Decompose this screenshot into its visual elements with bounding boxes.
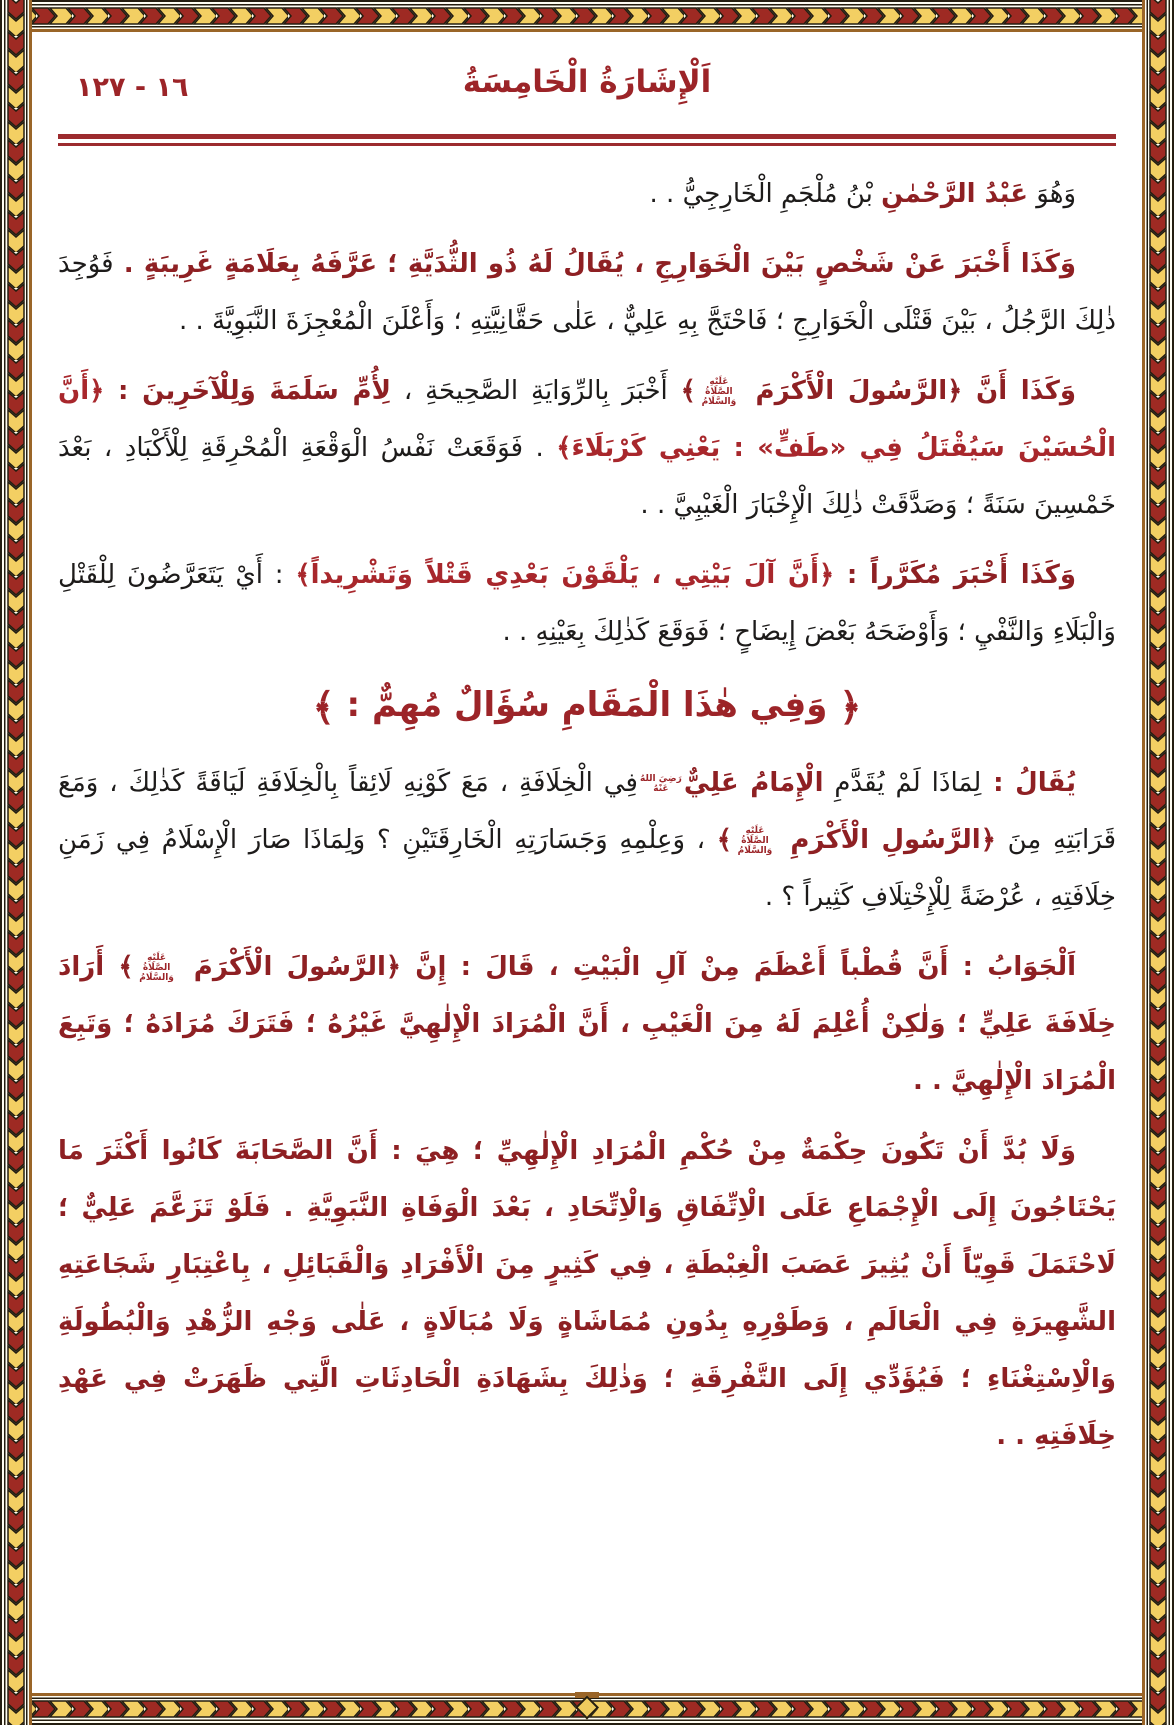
paragraph-ahl-bayt [58,547,1116,661]
ornate-bracket-icon: ﴿ [839,685,862,729]
border-pattern-top [0,0,1174,32]
text-run: ، وَعِلْمِهِ وَجَسَارَتِهِ الْخَارِقَتَيْنِ ؟ وَلِمَاذَا صَارَ الْإِسْلَامُ فِي زَمَنِ خِلَافَتِهِ ، عُرْضَةً لِلْإِخْتِلَافِ كَثِيراً ؟ . [58,825,1116,912]
text-run: فَوُجِدَ ذٰلِكَ الرَّجُلُ ، بَيْنَ قَتْلَى الْخَوَارِجِ ؛ فَاحْتَجَّ بِهِ عَلِيٌّ ، عَلٰى حَقَّانِيَّتِهِ ؛ وَأَعْلَنَ الْمُعْجِزَةَ النَّبَوِيَّةَ . . [58,249,1116,336]
pbuh-emblem: عَلَيْهِ الصَّلَاةُ وَالسَّلَامُ [139,952,174,983]
text-run: ﴿أَنَّ الْحُسَيْنَ سَيُقْتَلُ فِي «طَفٍّ» : يَعْنِي كَرْبَلَاءَ﴾ [58,376,1117,463]
text-run: وَفِي هٰذَا الْمَقَامِ سُؤَالٌ مُهِمٌّ : [334,685,840,725]
border-pattern-left [0,0,32,1725]
text-run: . فَوَقَعَتْ نَفْسُ الْوَقْعَةِ الْمُحْرِقَةِ لِلْأَكْبَادِ ، بَعْدَ خَمْسِينَ سَنَةً ؛ وَصَدَّقَتْ ذٰلِكَ الْإِخْبَارَ الْغَيْبِيَّ . . [58,433,1116,520]
text-run: : أَيْ يَتَعَرَّضُونَ لِلْقَتْلِ وَالْبَلَاءِ وَالنَّفْيِ ؛ وَأَوْضَحَهُ بَعْضَ إِيضَاحٍ ؛ فَوَقَعَ كَذٰلِكَ بِعَيْنِهِ . . [58,560,1116,647]
text-run: وَكَذَا أَخْبَرَ مُكَرَّراً : [834,560,1076,590]
document-body [58,166,1116,1465]
text-run: وَكَذَا أَنَّ ﴿الرَّسُولَ الْأَكْرَمَ [741,376,1077,406]
pbuh-emblem: عَلَيْهِ الصَّلَاةُ وَالسَّلَامُ [701,376,737,407]
page-title: اَلْإِشَارَةُ الْخَامِسَةُ [462,64,712,100]
text-run: اَلْجَوَابُ : أَنَّ قُطْباً أَعْظَمَ مِنْ آلِ الْبَيْتِ ، قَالَ : إِنَّ ﴿الرَّسُولَ الْأَكْرَمَ [179,952,1076,982]
page-number: ١٦ - ١٢٧ [76,72,189,103]
text-run: فِي الْخِلَافَةِ ، مَعَ كَوْنِهِ لَائِقاً بِالْخِلَافَةِ لَيَاقَةً كَذٰلِكَ ، وَمَعَ قَرَابَتِهِ مِنَ [58,768,1116,855]
paragraph-answer [58,939,1116,1110]
pbuh-emblem: عَلَيْهِ الصَّلَاةُ وَالسَّلَامُ [737,825,773,856]
text-run: أَخْبَرَ بِالرِّوَايَةِ الصَّحِيحَةِ ، [390,376,681,406]
paragraph-umm-salama [58,363,1116,534]
paragraph-ibn-muljam [58,166,1116,223]
paragraph-wisdom [58,1123,1116,1465]
border-pattern-right [1142,0,1174,1725]
paragraph-question [58,755,1116,926]
text-run: يُقَالُ : [981,768,1076,798]
radiallahu-anhu-emblem: رَضِيَ اللهُ عَنْهُ [640,773,682,794]
text-run: وَلَا بُدَّ أَنْ تَكُونَ حِكْمَةٌ مِنْ حُكْمِ الْمُرَادِ الْإِلٰهِيِّ ؛ هِيَ : أَنَّ الصَّحَابَةَ كَانُوا أَكْثَرَ مَا يَحْتَاجُونَ إِلَى الْإِجْمَاعِ عَلَى الْاِتِّفَاقِ وَالْاِتِّحَادِ ، بَعْدَ الْوَفَاةِ النَّبَوِيَّةِ . فَلَوْ تَزَعَّمَ عَلِيٌّ ؛ لَاحْتَمَلَ قَوِيّاً أَنْ يُثِيرَ عَصَبَ الْغِبْطَةِ ، فِي كَثِيرٍ مِنَ الْأَفْرَادِ وَالْقَبَائِلِ ، بِاعْتِبَارِ شَجَاعَتِهِ الشَّهِيرَةِ فِي الْعَالَمِ ، وَطَوْرِهِ بِدُونِ مُمَاشَاةٍ وَلَا مُبَالَاةٍ ، عَلٰى وَجْهِ الزُّهْدِ وَالْبُطُولَةِ وَالْاِسْتِغْنَاءِ ؛ فَيُؤَدِّي إِلَى التَّفْرِقَةِ ؛ وَذٰلِكَ بِشَهَادَةِ الْحَادِثَاتِ الَّتِي ظَهَرَتْ فِي عَهْدِ خِلَافَتِهِ . . [58,1136,1116,1451]
text-run: عَبْدُ الرَّحْمٰنِ [881,179,1029,209]
text-run: الْإِمَامُ عَلِيٌّ [683,768,824,798]
text-run: ﴾ أَرَادَ خِلَافَةَ عَلِيٍّ ؛ وَلٰكِنْ أُعْلِمَ لَهُ مِنَ الْغَيْبِ ، أَنَّ الْمُرَادَ الْإِلٰهِيَّ غَيْرُهُ ؛ فَتَرَكَ مُرَادَهُ ؛ وَتَبِعَ الْمُرَادَ الْإِلٰهِيَّ . . [58,952,1116,1096]
header-divider [58,134,1116,146]
border-center-diamond-icon [575,1695,599,1719]
text-run: لِمَاذَا لَمْ يُقَدَّمِ [823,768,982,798]
text-run: وَهُوَ [1028,179,1076,209]
heading-important-question [58,677,1116,737]
text-run: لِأُمِّ سَلَمَةَ وَلِلْآخَرِينَ : [104,376,391,406]
paragraph-dhu-thudayya [58,236,1116,350]
text-run: بْنُ مُلْجَمِ الْخَارِجِيُّ . . [649,179,882,209]
text-run: وَكَذَا أَخْبَرَ عَنْ شَخْصٍ بَيْنَ الْخَوَارِجِ ، يُقَالُ لَهُ ذُو الثُّدَيَّةِ ؛ عَرَّفَهُ بِعَلَامَةٍ غَرِيبَةٍ . [113,249,1076,279]
page-header [58,58,1116,120]
text-run: ﴾ [680,376,696,406]
text-run: ﴿الرَّسُولِ الْأَكْرَمِ [777,825,996,855]
text-run: ﴿أَنَّ آلَ بَيْتِي ، يَلْقَوْنَ بَعْدِي قَتْلاً وَتَشْرِيداً﴾ [295,560,835,590]
ornate-bracket-icon: ﴾ [312,685,335,729]
page-content [32,32,1142,1693]
text-run: ﴾ [716,825,732,855]
